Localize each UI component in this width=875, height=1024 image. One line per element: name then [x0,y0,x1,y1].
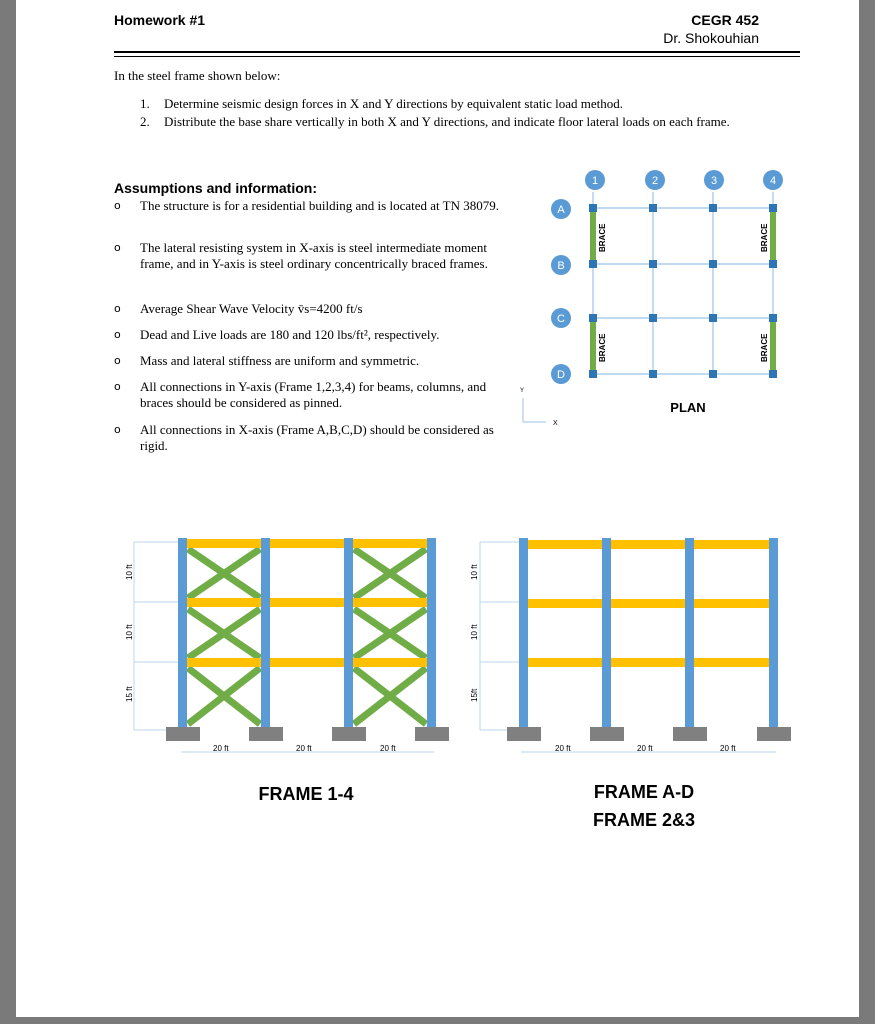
task-text: Distribute the base share vertically in both X and Y directions, and indicate floor lateral loads on each frame. [164,114,730,129]
bullet-mark: o [114,380,121,393]
bullet-mark: o [114,199,121,212]
bullet-mark: o [114,328,121,341]
story-height-label: 10 ft [470,624,479,640]
frame-column [519,538,528,728]
column-base [757,727,791,741]
assumption-text: Dead and Live loads are 180 and 120 lbs/ft², respectively. [140,327,440,342]
grid-letter: C [557,313,565,325]
task-number: 1. [140,96,150,111]
story-height-label: 10 ft [470,564,479,580]
assumption-text: Average Shear Wave Velocity v̄s=4200 ft/s [140,301,363,316]
homework-title: Homework #1 [114,12,206,28]
plan-title: PLAN [670,400,706,415]
course-code: CEGR 452 [691,12,759,28]
frame-2-3-title: FRAME 2&3 [592,810,696,830]
bay-width-label: 20 ft [380,744,396,753]
bullet-mark: o [114,423,121,436]
instructor-name: Dr. Shokouhian [663,30,759,46]
assumption-text: Mass and lateral stiffness are uniform and symmetric. [140,353,420,368]
bullet-mark: o [114,302,121,315]
story-height-label: 10 ft [125,564,134,580]
frame-column [602,538,611,728]
grid-number: 1 [591,175,599,187]
frame-beam [524,540,774,549]
bay-width-label: 20 ft [555,744,571,753]
grid-letter: B [557,260,565,272]
brace-label: BRACE [598,333,607,362]
story-height-label: 15ft [470,688,479,702]
intro-text: In the steel frame shown below: [114,68,281,83]
column-base [673,727,707,741]
bay-width-label: 20 ft [213,744,229,753]
frame-1-4-title: FRAME 1-4 [258,784,354,804]
task-number: 2. [140,114,150,129]
assumption-text: All connections in X-axis (Frame A,B,C,D) should be considered as rigid. [140,422,494,453]
bay-width-label: 20 ft [720,744,736,753]
column-base [590,727,624,741]
column-base [507,727,541,741]
homework-sheet [16,0,859,1017]
grid-number: 2 [651,175,659,187]
grid-number: 4 [769,175,777,187]
axis-x-label: X [553,420,558,427]
assumption-text: The lateral resisting system in X-axis is steel intermediate moment frame, and in Y-axis is steel ordinary concentrically braced frames. [140,240,488,271]
frame-column [685,538,694,728]
bullet-mark: o [114,354,121,367]
assumptions-title: Assumptions and information: [114,180,317,196]
grid-letter: A [557,204,565,216]
assumption-text: All connections in Y-axis (Frame 1,2,3,4) for beams, columns, and braces should be considered as pinned. [140,379,487,410]
frame-column [769,538,778,728]
grid-number: 3 [710,175,718,187]
frame-a-d-diagram [16,0,859,1017]
brace-label: BRACE [760,333,769,362]
bullet-mark: o [114,241,121,254]
task-text: Determine seismic design forces in X and Y directions by equivalent static load method. [164,96,623,111]
frame-beam [524,658,774,667]
story-height-label: 15 ft [125,686,134,702]
axis-y-label: Y [520,388,525,394]
frame-beam [524,599,774,608]
bay-width-label: 20 ft [296,744,312,753]
story-height-label: 10 ft [125,624,134,640]
grid-letter: D [557,369,565,381]
brace-label: BRACE [760,223,769,252]
frame-a-d-title: FRAME A-D [593,782,695,802]
assumption-text: The structure is for a residential building and is located at TN 38079. [140,198,499,213]
brace-label: BRACE [598,223,607,252]
bay-width-label: 20 ft [637,744,653,753]
